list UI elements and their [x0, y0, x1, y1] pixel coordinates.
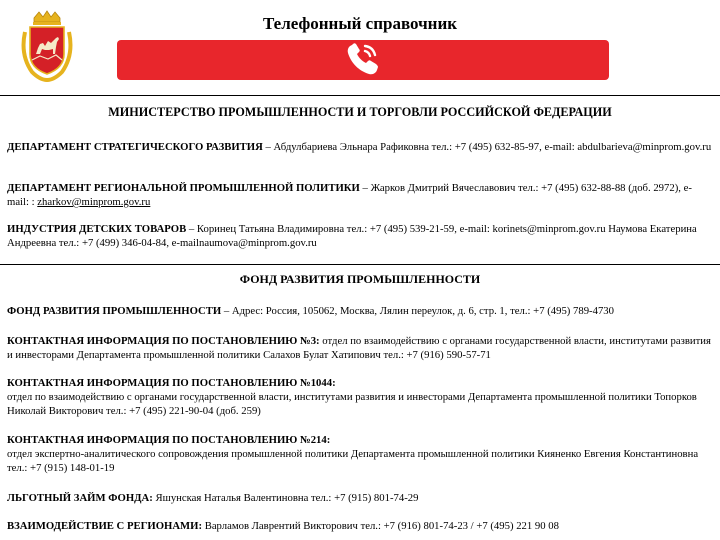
contact-1044-label: КОНТАКТНАЯ ИНФОРМАЦИЯ ПО ПОСТАНОВЛЕНИЮ №1044:	[7, 377, 336, 389]
contact-1044-section	[7, 376, 713, 418]
contact-214-text: отдел экспертно-аналитического сопровождения промышленной политики Департамента промышленной политики Кияненко Евгения Константиновна тел.: +7 (915) 148-01-19	[7, 448, 699, 474]
phone-handset-icon	[343, 42, 383, 78]
fund-address-section	[7, 304, 713, 318]
fund-address-label: ФОНД РАЗВИТИЯ ПРОМЫШЛЕННОСТИ	[7, 305, 222, 317]
dept-regional-section	[7, 181, 713, 209]
loan-section	[7, 491, 713, 505]
regions-label: ВЗАИМОДЕЙСТВИЕ С РЕГИОНАМИ:	[7, 520, 203, 532]
dept-regional-label: ДЕПАРТАМЕНТ РЕГИОНАЛЬНОЙ ПРОМЫШЛЕННОЙ ПОЛИТИКИ	[7, 182, 360, 194]
phone-banner	[117, 40, 609, 80]
divider	[0, 95, 720, 96]
children-goods-text: – Коринец Татьяна Владимировна тел.: +7 (495) 539-21-59, e-mail: korinets@minprom.gov.ru Наумова Екатерина Андреевна тел.: +7 (499) 346-04-84, e-mailnaumova@minprom.gov.ru	[7, 223, 697, 249]
contact-1044-text: отдел по взаимодействию с органами государственной власти, институтами развития и инвесторами Департамента промышленной политики Топорков Николай Викторович тел.: +7 (495) 221-90-04 (доб. 259)	[7, 391, 697, 417]
divider	[0, 264, 720, 265]
dept-regional-text: – Жарков Дмитрий Вячеславович тел.: +7 (495) 632-88-88 (доб. 2972), e-mail: :	[7, 182, 692, 208]
loan-text: Яшунская Наталья Валентиновна тел.: +7 (915) 801-74-29	[152, 492, 419, 504]
children-goods-section	[7, 222, 713, 250]
contact-3-text: отдел по взаимодействию с органами государственной власти, институтами развития и инвесторами Департамента промышленной политики Салахов Булат Хатипович тел.: +7 (916) 590-57-71	[7, 335, 711, 361]
dept-strategic-label: ДЕПАРТАМЕНТ СТРАТЕГИЧЕСКОГО РАЗВИТИЯ	[7, 141, 263, 153]
contact-214-section	[7, 433, 713, 475]
contact-3-label: КОНТАКТНАЯ ИНФОРМАЦИЯ ПО ПОСТАНОВЛЕНИЮ №3:	[7, 335, 320, 347]
contact-3-section	[7, 334, 713, 362]
loan-label: ЛЬГОТНЫЙ ЗАЙМ ФОНДА:	[7, 492, 153, 504]
dept-strategic-text: – Абдулбариева Эльнара Рафиковна тел.: +7 (495) 632-85-97, e-mail: abdulbarieva@minprom.gov.ru	[262, 141, 712, 153]
regions-section	[7, 519, 713, 533]
children-goods-label: ИНДУСТРИЯ ДЕТСКИХ ТОВАРОВ	[7, 223, 187, 235]
ministry-title: МИНИСТЕРСТВО ПРОМЫШЛЕННОСТИ И ТОРГОВЛИ РОССИЙСКОЙ ФЕДЕРАЦИИ	[108, 105, 612, 119]
fund-address-text: – Адрес: Россия, 105062, Москва, Лялин переулок, д. 6, стр. 1, тел.: +7 (495) 789-4730	[221, 305, 614, 317]
fund-title: ФОНД РАЗВИТИЯ ПРОМЫШЛЕННОСТИ	[239, 272, 481, 286]
regions-text: Варламов Лаврентий Викторович тел.: +7 (916) 801-74-23 / +7 (495) 221 90 08	[202, 520, 559, 532]
page-title: Телефонный справочник	[262, 14, 458, 33]
dept-regional-email-link[interactable]: zharkov@minprom.gov.ru	[37, 196, 151, 208]
contact-214-label: КОНТАКТНАЯ ИНФОРМАЦИЯ ПО ПОСТАНОВЛЕНИЮ №214:	[7, 434, 331, 446]
dept-strategic-section	[7, 140, 713, 154]
